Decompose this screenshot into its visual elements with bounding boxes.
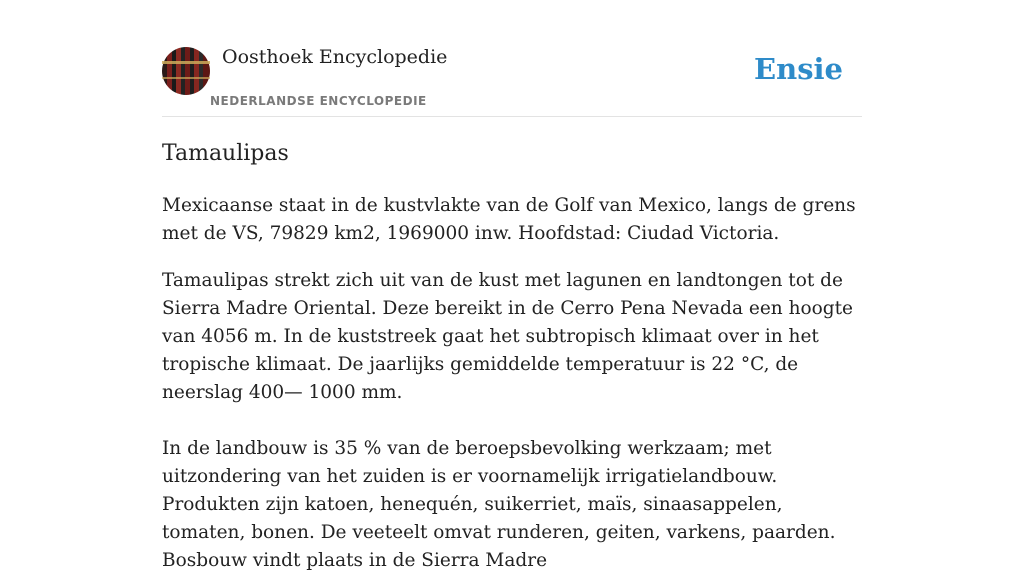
site-subtitle: NEDERLANDSE ENCYCLOPEDIE (210, 94, 427, 108)
site-title[interactable]: Oosthoek Encyclopedie (222, 46, 448, 68)
article-title: Tamaulipas (162, 141, 289, 166)
site-header (162, 46, 862, 117)
article (162, 138, 862, 575)
article-paragraph-1: Mexicaanse staat in de kustvlakte van de Golf van Mexico, langs de grens met de VS, 79829 km2, 1969000 inw. Hoofdstad: Ciudad Victoria. (162, 195, 856, 244)
encyclopedia-books-icon[interactable] (162, 47, 210, 95)
article-paragraph-3: In de landbouw is 35 % van de beroepsbevolking werkzaam; met uitzondering van het zuiden is er voornamelijk irrigatielandbouw. Produkten zijn katoen, henequén, suikerriet, maïs, sinaasappelen, tomaten, bonen. De veeteelt omvat runderen, geiten, varkens, paarden. Bosbouw vindt plaats in de Sierra Madre (162, 438, 836, 571)
article-paragraph-2: Tamaulipas strekt zich uit van de kust met lagunen en landtongen tot de Sierra Madre Oriental. Deze bereikt in de Cerro Pena Nevada een hoogte van 4056 m. In de kuststreek gaat het subtropisch klimaat over in het tropische klimaat. De jaarlijks gemiddelde temperatuur is 22 °C, de neerslag 400— 1000 mm. (162, 270, 853, 403)
brand-logo[interactable]: Ensie (754, 52, 843, 86)
